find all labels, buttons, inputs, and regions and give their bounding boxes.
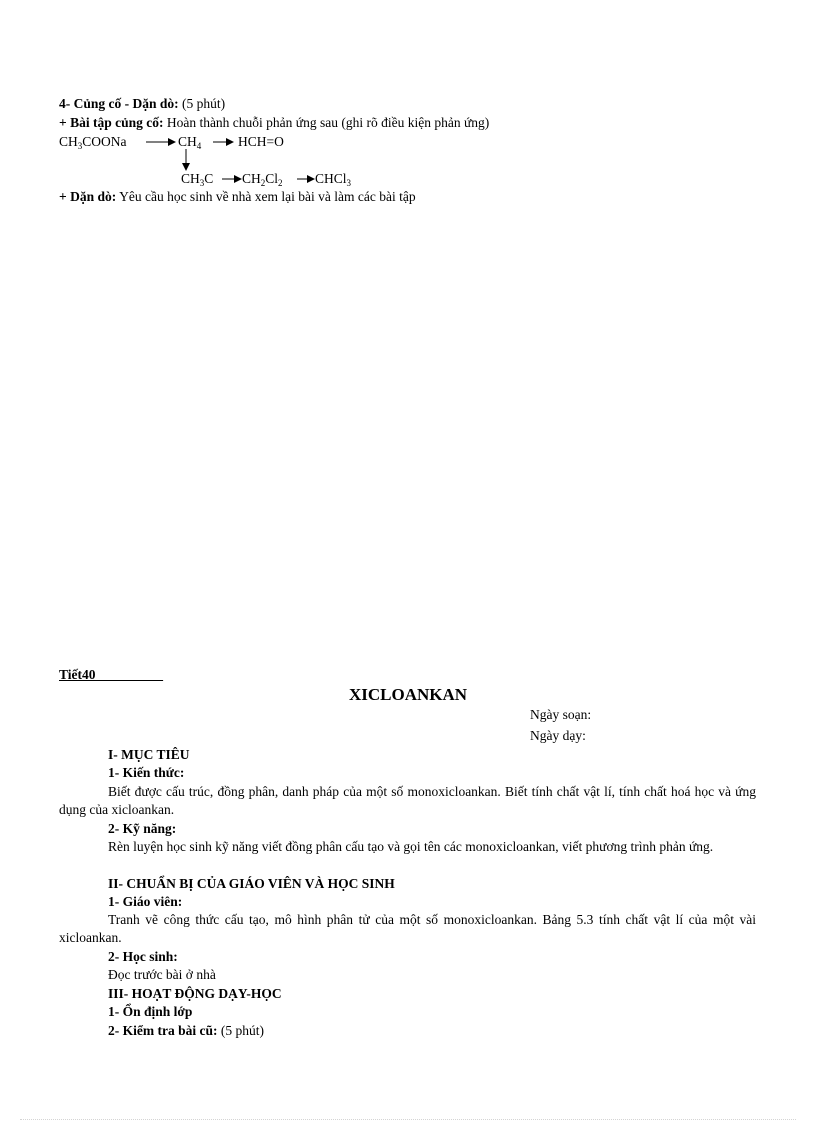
student-text: Đọc trước bài ở nhà	[108, 967, 216, 982]
date-prepared: Ngày soạn:	[530, 707, 592, 722]
homework-text: Yêu cầu học sinh về nhà xem lại bài và làm các bài tập	[119, 189, 416, 204]
old-lesson-check-line	[108, 1022, 264, 1040]
homework-label: + Dặn dò:	[59, 189, 117, 204]
objectives-heading: I- MỤC TIÊU	[108, 747, 190, 762]
teacher-heading: 1- Giáo viên:	[108, 894, 183, 909]
old-lesson-check: 2- Kiểm tra bài cũ:	[108, 1023, 218, 1038]
reactant-formula: $CH_3COONa$	[59, 134, 127, 151]
exercise-text: Hoàn thành chuỗi phản ứng sau (ghi rõ điều kiện phản ứng)	[166, 115, 490, 130]
page-bottom-divider	[20, 1119, 796, 1120]
prep-heading: II- CHUẨN BỊ CỦA GIÁO VIÊN VÀ HỌC SINH	[108, 876, 395, 891]
formaldehyde-formula: HCH=O	[238, 134, 284, 149]
teacher-text: Tranh vẽ công thức cấu tạo, mô hình phân tử của một số monoxicloankan. Bảng 5.3 tính chất vật lí của một vài xicloankan.	[59, 912, 756, 945]
student-heading: 2- Học sinh:	[108, 949, 178, 964]
knowledge-heading: 1- Kiến thức:	[108, 765, 185, 780]
methane-formula: $CH_4$	[178, 134, 202, 151]
old-lesson-time: (5 phút)	[220, 1023, 264, 1038]
chloromethane-formula: $CH_3C$	[181, 171, 214, 188]
lesson-title: XICLOANKAN	[348, 685, 468, 704]
period-label: Tiết40__________	[59, 667, 163, 682]
reaction-arrows	[0, 0, 816, 300]
skills-text: Rèn luyện học sinh kỹ năng viết đồng phân cấu tạo và gọi tên các monoxicloankan, viết phương trình phản ứng.	[108, 839, 714, 854]
chloroform-formula: CHCl$_3$	[315, 171, 352, 188]
date-taught: Ngày dạy:	[530, 728, 586, 743]
homework-line	[59, 188, 416, 206]
exercise-label: + Bài tập củng cố:	[59, 115, 164, 130]
class-order: 1- Ổn định lớp	[108, 1004, 193, 1019]
activities-heading: III- HOẠT ĐỘNG DẠY-HỌC	[108, 986, 282, 1001]
section4-heading: 4- Củng cố - Dặn dò:	[59, 96, 179, 111]
knowledge-text: Biết được cấu trúc, đồng phân, danh pháp của một số monoxicloankan. Biết tính chất vật lí, tính chất hoá học và ứng dụng của xicloankan.	[59, 784, 756, 817]
dichloromethane-formula: $CH_2Cl_2$	[242, 171, 283, 188]
section4-time: (5 phút)	[182, 96, 226, 111]
skills-heading: 2- Kỹ năng:	[108, 821, 177, 836]
